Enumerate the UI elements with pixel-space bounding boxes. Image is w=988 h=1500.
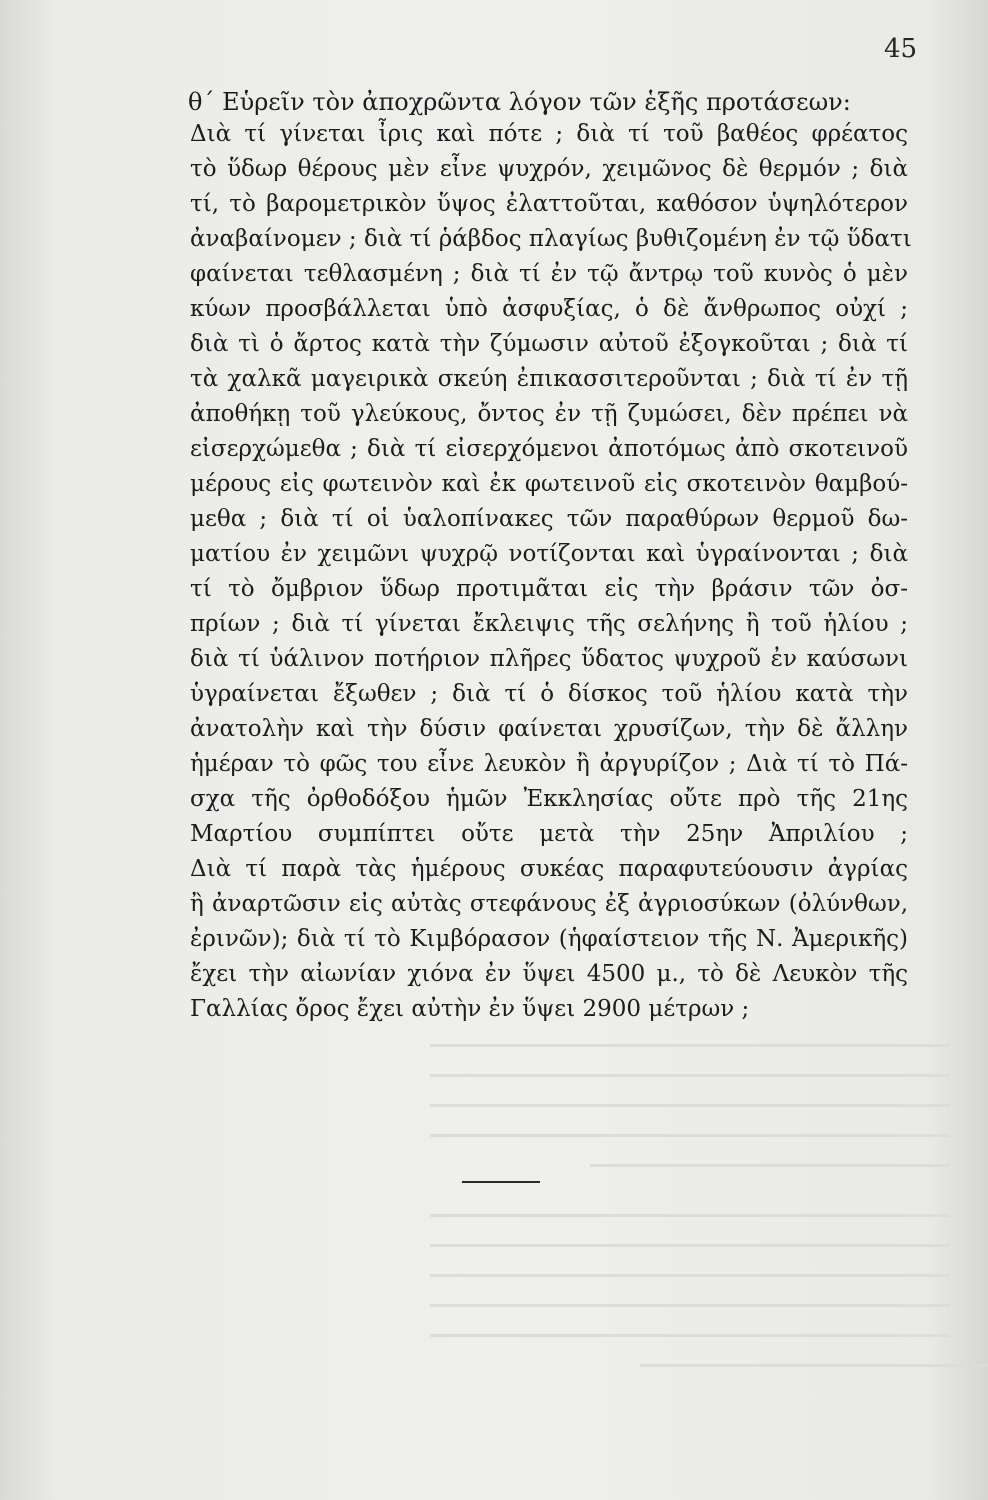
end-rule bbox=[462, 1181, 540, 1183]
show-through-line bbox=[430, 1134, 950, 1137]
text-line: φαίνεται τεθλασμένη ; διὰ τί ἐν τῷ ἄντρῳ τοῦ κυνὸς ὁ μὲν bbox=[190, 261, 908, 287]
page-number: 45 bbox=[884, 34, 918, 64]
text-line: τὸ ὕδωρ θέρους μὲν εἶνε ψυχρόν, χειμῶνος δὲ θερμόν ; διὰ bbox=[190, 156, 908, 182]
text-line: ἀποθήκῃ τοῦ γλεύκους, ὄντος ἐν τῇ ζυμώσει, δὲν πρέπει νὰ bbox=[190, 401, 908, 427]
text-line: ἐρινῶν); διὰ τί τὸ Κιμβόρασον (ἡφαίστειον τῆς Ν. Ἀμερικῆς) bbox=[190, 926, 908, 952]
text-line: μέρους εἰς φωτεινὸν καὶ ἐκ φωτεινοῦ εἰς σκοτεινὸν θαμβού- bbox=[190, 471, 908, 497]
text-line: ὑγραίνεται ἔξωθεν ; διὰ τί ὁ δίσκος τοῦ ἡλίου κατὰ τὴν bbox=[190, 681, 908, 707]
text-line: κύων προσβάλλεται ὑπὸ ἀσφυξίας, ὁ δὲ ἄνθρωπος οὐχί ; bbox=[190, 296, 908, 322]
text-line: ἀναβαίνομεν ; διὰ τί ῥάβδος πλαγίως βυθιζομένη ἐν τῷ ὕδατι bbox=[190, 226, 912, 252]
text-line: τί, τὸ βαρομετρικὸν ὕψος ἐλαττοῦται, καθόσον ὑψηλότερον bbox=[190, 191, 908, 217]
text-line: μεθα ; διὰ τί οἱ ὑαλοπίνακες τῶν παραθύρων θερμοῦ δω- bbox=[190, 506, 908, 532]
show-through-line bbox=[430, 1334, 950, 1337]
text-line: ἀνατολὴν καὶ τὴν δύσιν φαίνεται χρυσίζων, τὴν δὲ ἄλλην bbox=[190, 716, 908, 742]
show-through-line bbox=[430, 1304, 950, 1307]
show-through-line bbox=[430, 1074, 950, 1077]
text-line: Διὰ τί γίνεται ἶρις καὶ πότε ; διὰ τί τοῦ βαθέος φρέατος bbox=[190, 121, 908, 147]
text-line: τὰ χαλκᾶ μαγειρικὰ σκεύη ἐπικασσιτεροῦνται ; διὰ τί ἐν τῇ bbox=[190, 366, 908, 392]
text-line: Διὰ τί παρὰ τὰς ἡμέρους συκέας παραφυτεύουσιν ἀγρίας bbox=[190, 856, 908, 882]
text-line: σχα τῆς ὀρθοδόξου ἡμῶν Ἐκκλησίας οὔτε πρὸ τῆς 21ης bbox=[190, 786, 908, 812]
text-line: διὰ τί ὑάλινον ποτήριον πλῆρες ὕδατος ψυχροῦ ἐν καύσωνι bbox=[190, 646, 908, 672]
text-line: ματίου ἐν χειμῶνι ψυχρῷ νοτίζονται καὶ ὑγραίνονται ; διὰ bbox=[190, 541, 908, 567]
show-through-line bbox=[430, 1214, 950, 1217]
text-line: τί τὸ ὄμβριον ὕδωρ προτιμᾶται εἰς τὴν βράσιν τῶν ὀσ- bbox=[190, 576, 908, 602]
show-through-line bbox=[430, 1044, 950, 1047]
text-line: ἔχει τὴν αἰωνίαν χιόνα ἐν ὕψει 4500 μ., τὸ δὲ Λευκὸν τῆς bbox=[190, 961, 908, 987]
text-line: πρίων ; διὰ τί γίνεται ἔκλειψις τῆς σελήνης ἢ τοῦ ἡλίου ; bbox=[190, 611, 908, 637]
show-through-line bbox=[590, 1164, 950, 1167]
show-through-line bbox=[430, 1244, 950, 1247]
text-line: ἢ ἀναρτῶσιν εἰς αὐτὰς στεφάνους ἐξ ἀγριοσύκων (ὀλύνθων, bbox=[190, 891, 908, 917]
text-line: ἡμέραν τὸ φῶς του εἶνε λευκὸν ἢ ἀργυρίζον ; Διὰ τί τὸ Πά- bbox=[190, 751, 908, 777]
show-through-line bbox=[430, 1104, 950, 1107]
section-heading: θ΄ Εὑρεῖν τὸν ἀποχρῶντα λόγον τῶν ἑξῆς προτάσεων: bbox=[188, 88, 851, 116]
show-through-line bbox=[640, 1364, 988, 1367]
text-line: εἰσερχώμεθα ; διὰ τί εἰσερχόμενοι ἀποτόμως ἀπὸ σκοτεινοῦ bbox=[190, 436, 908, 462]
show-through-line bbox=[430, 1274, 950, 1277]
text-line: Μαρτίου συμπίπτει οὔτε μετὰ τὴν 25ην Ἀπριλίου ; bbox=[190, 821, 908, 847]
text-line: διὰ τὶ ὁ ἄρτος κατὰ τὴν ζύμωσιν αὐτοῦ ἐξογκοῦται ; διὰ τί bbox=[190, 331, 908, 357]
text-line: Γαλλίας ὄρος ἔχει αὐτὴν ἐν ὕψει 2900 μέτρων ; bbox=[190, 996, 750, 1022]
